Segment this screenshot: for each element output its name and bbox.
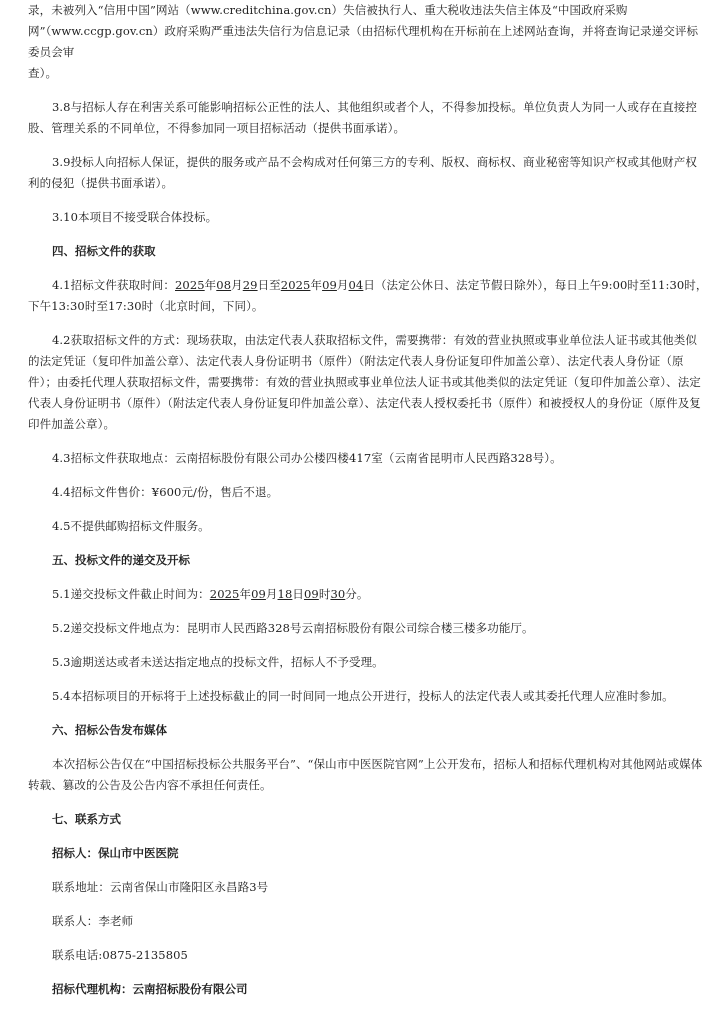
clause-4-1-rest: 日（法定公休日、法定节假日除外），每日上午9:00时至11:30时，下午13:30时至17:30时（北京时间，下同）。 [28,278,708,313]
day-label: 日 [292,587,304,601]
clause-5-4: 5.4本招标项目的开标将于上述投标截止的同一时间同一地点公开进行，投标人的法定代表人或其委托代理人应准时参加。 [52,689,674,703]
clause-3-10: 3.10本项目不接受联合体投标。 [52,210,218,224]
section-5-heading: 五、投标文件的递交及开标 [52,553,190,567]
clause-3-7-tail-line-1: 录，未被列入“信用中国”网站（www.creditchina.gov.cn）失信被执行人、重大税收违法失信主体及“中国政府采购 [28,3,628,17]
deadline-month: 09 [251,587,266,601]
start-year: 2025 [175,278,205,292]
deadline-minute: 30 [330,587,346,601]
month-label: 月 [231,278,243,292]
deadline-year: 2025 [209,587,240,601]
media-statement: 本次招标公告仅在“中国招标投标公共服务平台”、“保山市中医医院官网”上公开发布，招标人和招标代理机构对其他网站或媒体转载、篡改的公告及公告内容不承担任何责任。 [28,757,703,792]
year-label: 年 [204,278,217,292]
year-label: 年 [310,278,323,292]
section-6-heading: 六、招标公告发布媒体 [52,723,167,737]
document-page [28,0,708,1000]
end-year: 2025 [280,278,311,292]
clause-4-3: 4.3招标文件获取地点：云南招标股份有限公司办公楼四楼417室（云南省昆明市人民西路328号）。 [52,451,562,465]
start-month: 08 [216,278,232,292]
clause-4-1 [28,275,708,317]
deadline-day: 18 [277,587,293,601]
month-label: 月 [336,278,349,292]
clause-5-1 [28,584,708,605]
clause-3-8: 3.8与招标人存在利害关系可能影响招标公正性的法人、其他组织或者个人，不得参加投标。单位负责人为同一人或存在直接控股、管理关系的不同单位，不得参加同一项目招标活动（提供书面承诺）。 [28,100,697,135]
section-4-heading: 四、招标文件的获取 [52,244,156,258]
tenderer-contact: 联系人：李老师 [52,914,134,928]
clause-5-2: 5.2递交投标文件地点为：昆明市人民西路328号云南招标股份有限公司综合楼三楼多功能厅。 [52,621,534,635]
clause-4-1-lead: 4.1招标文件获取时间： [52,278,175,292]
clause-4-2: 4.2获取招标文件的方式：现场获取，由法定代表人获取招标文件，需要携带：有效的营业执照或事业单位法人证书或其他类似的法定凭证（复印件加盖公章）、法定代表人身份证明书（原件）（附法定代表人身份证复印件加盖公章）、法定代表人身份证（原件）；由委托代理人获取招标文件，需要携带：有效的营业执照或事业单位法人证书或其他类似的法定凭证（复印件加盖公章）、法定代表人身份证明书（原件）（附法定代表人身份证复印件加盖公章）、法定代表人授权委托书（原件）和被授权人的身份证（原件及复印件加盖公章）。 [28,333,701,431]
end-month: 09 [322,278,337,292]
minute-label: 分。 [345,587,369,601]
tenderer-address: 联系地址：云南省保山市隆阳区永昌路3号 [52,880,269,894]
clause-4-5: 4.5不提供邮购招标文件服务。 [52,519,210,533]
hour-label: 时 [318,587,331,601]
end-day: 04 [348,278,364,292]
month-label: 月 [265,587,278,601]
tenderer-name: 招标人：保山市中医医院 [52,846,179,860]
clause-3-9: 3.9投标人向招标人保证，提供的服务或产品不会构成对任何第三方的专利、版权、商标权、商业秘密等知识产权或其他财产权利的侵犯（提供书面承诺）。 [28,155,697,190]
start-day: 29 [242,278,258,292]
tenderer-phone: 联系电话:0875-2135805 [52,948,188,962]
deadline-hour: 09 [303,587,319,601]
day-to-label: 日至 [257,278,281,292]
clause-3-7-tail-line-3: 查）。 [28,66,58,80]
clause-4-4: 4.4招标文件售价：¥600元/份，售后不退。 [52,485,279,499]
year-label: 年 [239,587,252,601]
section-7-heading: 七、联系方式 [52,812,121,826]
clause-5-1-lead: 5.1递交投标文件截止时间为： [52,587,210,601]
agency-name: 招标代理机构：云南招标股份有限公司 [52,982,248,996]
clause-3-7-tail-line-2: 网”（www.ccgp.gov.cn）政府采购严重违法失信行为信息记录（由招标代理机构在开标前在上述网站查询，并将查询记录递交评标委员会审 [28,24,699,59]
clause-5-3: 5.3逾期送达或者未送达指定地点的投标文件，招标人不予受理。 [52,655,384,669]
